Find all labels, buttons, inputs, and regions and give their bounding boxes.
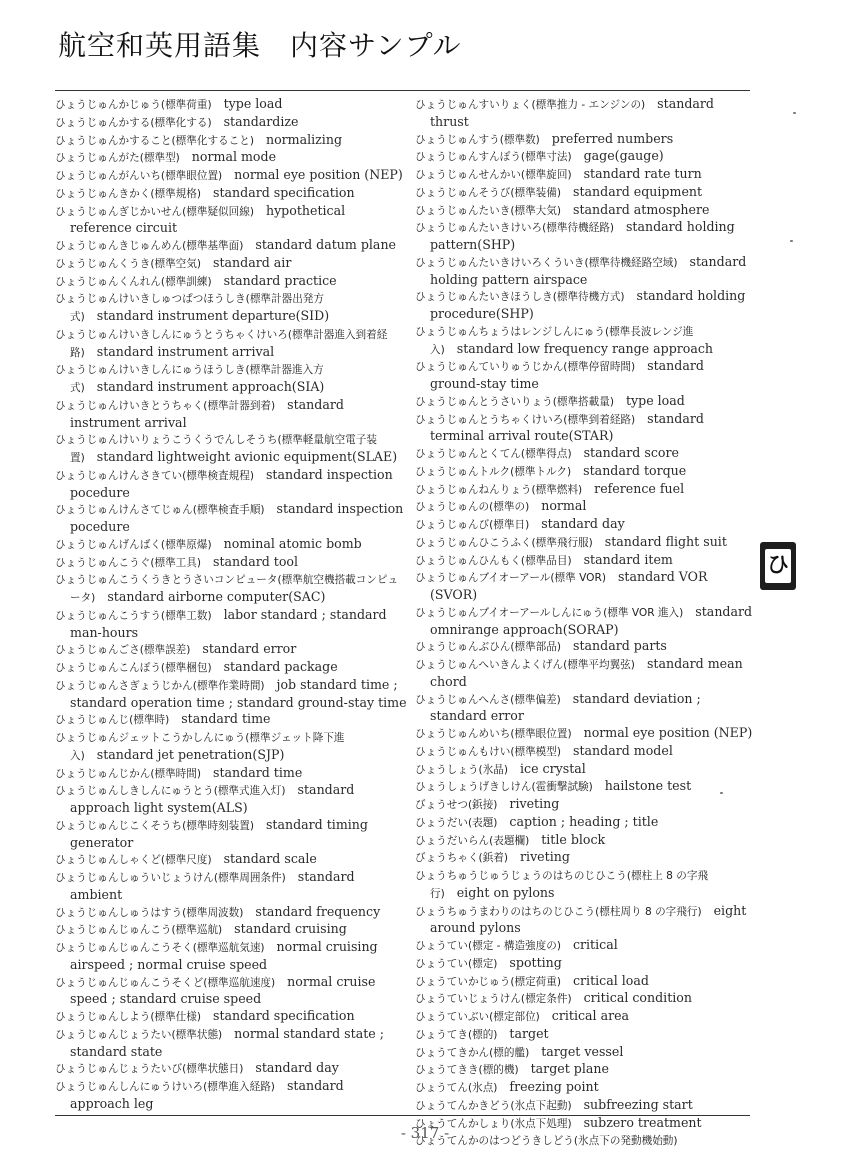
dictionary-entry — [415, 358, 755, 393]
dictionary-entry — [415, 131, 755, 149]
entry-english: job standard time ; standard operation time ; standard ground-stay time — [70, 676, 407, 710]
right-column — [415, 96, 755, 1150]
entry-english: target vessel — [541, 1043, 624, 1059]
entry-japanese: ひょうじゅんしきしんにゅうとう(標準式進入灯) — [55, 785, 286, 798]
entry-english: standard inspection pocedure — [70, 501, 404, 534]
entry-english: type load — [223, 96, 283, 111]
entry-japanese: ひょうじゅんけいきしゅつぱつほうしき(標準計器出発方式) — [55, 293, 324, 323]
entry-japanese: ひょうじゅんじゅんこうそくど(標準巡航速度) — [55, 976, 276, 989]
dictionary-entry — [415, 1008, 755, 1026]
entry-english: standard flight suit — [604, 533, 727, 549]
entry-english: labor standard ; standard man-hours — [70, 606, 387, 640]
entry-english: standard datum plane — [255, 237, 397, 252]
entry-japanese: ひょうじゅんすう(標準数) — [415, 133, 540, 146]
entry-english: eight around pylons — [430, 902, 747, 936]
entry-japanese: ひょうじゅんけいきしんにゅうほうしき(標準計器進入方式) — [55, 364, 324, 394]
dictionary-entry — [415, 778, 755, 796]
entry-english: standard terminal arrival route(STAR) — [430, 410, 704, 444]
entry-english: ice crystal — [520, 760, 586, 776]
dictionary-entry — [55, 711, 407, 729]
entry-english: standard airborne computer(SAC) — [107, 589, 326, 604]
entry-japanese: ひょうじゅんとくてん(標準得点) — [415, 448, 572, 460]
dictionary-entry — [415, 937, 755, 955]
entry-japanese: ひょうだい(表題) — [415, 816, 498, 829]
entry-japanese: ひょうじゅんしゃくど(標準尺度) — [55, 854, 212, 867]
entry-japanese: ひょうじゅんくんれん(標準訓練) — [55, 275, 212, 288]
entry-english: standard ambient — [70, 869, 355, 902]
entry-japanese: ひょうじゅんとうちゃくけいろ(標準到着経路) — [415, 413, 636, 426]
dictionary-entry — [55, 677, 407, 712]
entry-japanese: ひょうてい(標定 - 構造強度の) — [415, 940, 561, 952]
dictionary-entry — [415, 96, 755, 131]
dictionary-entry — [55, 974, 407, 1009]
dictionary-entry — [415, 691, 755, 726]
entry-english: target — [509, 1025, 549, 1041]
dictionary-entry — [55, 641, 407, 659]
entry-japanese: ひょうじゅんけいきとうちゃく(標準計器到着) — [55, 399, 276, 412]
dictionary-entry — [415, 481, 755, 499]
entry-english: eight on pylons — [456, 884, 555, 900]
dictionary-entry — [55, 851, 407, 869]
entry-english: standard package — [223, 659, 338, 674]
entry-english: standard torque — [583, 462, 687, 478]
entry-english: standard holding pattern(SHP) — [430, 219, 735, 252]
dictionary-entry — [415, 849, 755, 867]
entry-japanese: ひょうじゅんきかく(標準規格) — [55, 187, 201, 200]
entry-japanese: ひょうじゅんの(標準の) — [415, 501, 530, 514]
entry-english: standard instrument approach(SIA) — [96, 379, 325, 394]
entry-japanese: ひょうじゅんかする(標準化する) — [55, 116, 212, 129]
entry-japanese: ひょうじゅんとうさいりょう(標準搭載量) — [415, 395, 614, 408]
entry-japanese: ひょうじゅんたいきほうしき(標準待機方式) — [415, 291, 625, 304]
entry-japanese: ひょうてんかのはつどうきしどう(氷点下の発動機始動) — [415, 1135, 678, 1148]
dictionary-entry — [415, 604, 755, 639]
dictionary-entry — [415, 552, 755, 570]
dictionary-entry — [55, 536, 407, 554]
dictionary-entry — [415, 832, 755, 850]
entry-japanese: ひょうじゅんこうすう(標準工数) — [55, 609, 212, 622]
entry-japanese: ひょうじゅんたいきけいろ(標準待機経路) — [415, 222, 614, 235]
entry-japanese: ひょうじゅんたいきけいろくういき(標準待機経路空域) — [415, 256, 678, 269]
dictionary-entry — [415, 796, 755, 814]
entry-english: standard VOR (SVOR) — [430, 569, 708, 602]
dictionary-entry — [415, 516, 755, 534]
entry-japanese: ひょうじゅんすいりょく(標準推力 - エンジンの) — [415, 99, 646, 111]
entry-english: critical — [572, 937, 618, 952]
entry-japanese: ひょうじゅんげんばく(標準原爆) — [55, 538, 212, 551]
entry-english: nominal atomic bomb — [223, 535, 362, 551]
page-number: - 317 - — [400, 1124, 450, 1142]
entry-english: standard low frequency range approach — [456, 340, 714, 356]
entry-japanese: ひょうじゅんジェットこうかしんにゅう(標準ジェット降下進入) — [55, 732, 345, 762]
entry-english: hypothetical reference circuit — [70, 202, 346, 236]
entry-english: standard day — [255, 1060, 339, 1076]
entry-japanese: ひょうじゅんじゅんこう(標準巡航) — [55, 924, 223, 937]
entry-japanese: ひょうじゅんねんりょう(標準燃料) — [415, 483, 583, 496]
entry-japanese: ひょうじゅんトルク(標準トルク) — [415, 465, 572, 478]
entry-japanese: ひょうじゅんしゅうはすう(標準周波数) — [55, 906, 244, 919]
dictionary-entry — [415, 463, 755, 481]
dictionary-entry — [415, 166, 755, 184]
entry-english: standard holding pattern airspace — [430, 253, 747, 287]
dictionary-entry — [415, 1044, 755, 1062]
entry-japanese: ひょうじゅんひんもく(標準品目) — [415, 554, 572, 567]
entry-english: standard holding procedure(SHP) — [430, 288, 746, 321]
dictionary-entry — [55, 817, 407, 852]
dictionary-entry — [55, 501, 407, 536]
dictionary-entry — [415, 288, 755, 323]
entry-english: standard approach leg — [70, 1078, 344, 1111]
dictionary-entry — [415, 867, 755, 903]
entry-japanese: ひょうてん(氷点) — [415, 1082, 498, 1094]
entry-english: standard approach light system(ALS) — [70, 782, 355, 815]
entry-english: normalizing — [265, 131, 343, 147]
entry-japanese: ひょうじゅんすんぽう(標準寸法) — [415, 151, 572, 164]
dictionary-entry — [415, 534, 755, 552]
entry-english: target plane — [530, 1061, 609, 1077]
entry-english: standard rate turn — [583, 166, 702, 181]
entry-japanese: ひょうじゅんしんにゅうけいろ(標準進入経路) — [55, 1081, 275, 1093]
bottom-rule — [55, 1115, 750, 1116]
dictionary-entry — [55, 1008, 407, 1026]
entry-japanese: ひょうじゅんじゅんこうそく(標準巡航気速) — [55, 942, 265, 954]
entry-japanese: ひょうじゅんたいき(標準大気) — [415, 204, 561, 217]
entry-japanese: ひょうじゅんちょうはレンジしんにゅう(標準長波レンジ進入) — [415, 325, 694, 356]
entry-japanese: ひょうじゅんじ(標準時) — [55, 714, 170, 727]
entry-japanese: ひょうじゅんけんさきてい(標準検査規程) — [55, 469, 254, 482]
entry-japanese: ひょうてんかしょり(氷点下処理) — [415, 1117, 572, 1130]
thumb-index-tab — [760, 542, 796, 590]
entry-japanese: ひょうじゅんくうき(標準空気) — [55, 257, 201, 270]
dictionary-entry — [55, 765, 407, 783]
dictionary-entry — [415, 1026, 755, 1044]
page-title: 航空和英用語集 内容サンプル — [58, 29, 462, 62]
entry-english: spotting — [509, 954, 562, 970]
entry-japanese: ひょうじゅんしゅういじょうけん(標準周囲条件) — [55, 872, 286, 884]
entry-english: standard instrument arrival — [96, 343, 275, 359]
dictionary-entry — [55, 290, 407, 326]
entry-japanese: びょうせつ(鋲接) — [415, 799, 498, 811]
entry-japanese: ひょうじゅんへんさ(標準偏差) — [415, 693, 561, 706]
entry-english: standard item — [583, 551, 673, 567]
entry-japanese: ひょうだいらん(表題欄) — [415, 834, 530, 847]
entry-english: standard cruising — [234, 921, 347, 937]
entry-japanese: ひょうじゅんていりゅうじかん(標準停留時間) — [415, 361, 636, 374]
dictionary-entry — [415, 445, 755, 463]
entry-english: standard omnirange approach(SORAP) — [430, 603, 753, 637]
left-column — [55, 96, 407, 1113]
dictionary-entry — [415, 656, 755, 691]
entry-japanese: ひょうじゅんがた(標準型) — [55, 152, 180, 165]
scan-speck — [720, 792, 723, 794]
entry-english: riveting — [520, 849, 570, 865]
dictionary-entry — [55, 869, 407, 904]
dictionary-entry — [415, 990, 755, 1008]
dictionary-entry — [55, 1026, 407, 1061]
entry-japanese: ひょうじゅんじこくそうち(標準時刻装置) — [55, 819, 254, 832]
dictionary-entry — [415, 1097, 755, 1115]
dictionary-entry — [55, 921, 407, 939]
entry-english: normal eye position (NEP) — [583, 725, 753, 740]
entry-english: normal standard state ; standard state — [70, 1025, 384, 1059]
entry-english: standard tool — [212, 553, 299, 569]
entry-japanese: ひょうてき(標的) — [415, 1028, 498, 1041]
entry-english: type load — [625, 392, 685, 408]
entry-english: standard scale — [223, 851, 317, 867]
dictionary-entry — [55, 431, 407, 467]
dictionary-entry — [55, 326, 407, 362]
dictionary-entry — [55, 1078, 407, 1113]
dictionary-entry — [415, 254, 755, 289]
entry-japanese: ひょうじゅんかじゅう(標準荷重) — [55, 99, 212, 111]
entry-japanese: ひょうちゅうじゅうじょうのはちのじひこう(標柱上 8 の字飛行) — [415, 870, 709, 900]
entry-japanese: びょうちゃく(鋲着) — [415, 852, 509, 865]
dictionary-entry — [415, 323, 755, 359]
entry-english: standard day — [541, 516, 625, 531]
entry-japanese: ひょうじゅんひこうふく(標準飛行服) — [415, 536, 593, 549]
dictionary-entry — [415, 1079, 755, 1097]
entry-english: standard model — [572, 742, 673, 758]
entry-japanese: ひょうじゅんぶひん(標準部品) — [415, 641, 561, 654]
entry-japanese: ひょうていぶい(標定部位) — [415, 1011, 540, 1023]
entry-japanese: ひょうてんかきどう(氷点下起動) — [415, 1099, 572, 1112]
entry-english: standard score — [583, 445, 679, 460]
dictionary-entry — [55, 167, 407, 185]
dictionary-entry — [415, 148, 755, 166]
scan-speck — [790, 240, 793, 242]
entry-japanese: ひょうじゅんこうぐ(標準工具) — [55, 556, 201, 569]
entry-english: critical load — [572, 972, 649, 988]
entry-english: riveting — [509, 796, 560, 811]
entry-english: critical area — [551, 1008, 630, 1023]
dictionary-entry — [55, 571, 407, 607]
dictionary-entry — [415, 569, 755, 604]
entry-english: standard parts — [572, 638, 667, 654]
entry-japanese: ひょうていかじゅう(標定荷重) — [415, 975, 561, 988]
dictionary-entry — [415, 202, 755, 220]
entry-japanese: ひょうじゅんけいきしんにゅうとうちゃくけいろ(標準計器進入到着経路) — [55, 328, 388, 359]
entry-english: reference fuel — [594, 480, 685, 496]
entry-japanese: ひょうじゅんけいりょうこうくうでんしそうち(標準軽量航空電子装置) — [55, 434, 377, 464]
entry-japanese: ひょうじゅんきじゅんめん(標準基準面) — [55, 240, 244, 252]
dictionary-entry — [55, 203, 407, 238]
entry-japanese: ひょうじゅんせんかい(標準旋回) — [415, 169, 572, 181]
thumb-index-label: ひ — [765, 549, 791, 583]
entry-japanese: ひょうじゅんブイオーアール(標準 VOR) — [415, 572, 606, 585]
dictionary-entry — [55, 782, 407, 817]
entry-english: standard equipment — [572, 183, 703, 199]
dictionary-entry — [55, 467, 407, 502]
entry-japanese: ひょうてい(標定) — [415, 957, 498, 970]
entry-english: standard time — [181, 711, 271, 727]
dictionary-entry — [415, 638, 755, 656]
entry-english: normal cruise speed ; standard cruise speed — [70, 973, 376, 1007]
entry-english: standard frequency — [255, 903, 381, 919]
dictionary-entry — [415, 393, 755, 411]
entry-english: title block — [541, 831, 606, 847]
entry-english: standard lightweight avionic equipment(SLAE) — [96, 449, 398, 464]
dictionary-entry — [55, 554, 407, 572]
dictionary-entry — [415, 725, 755, 743]
entry-english: standard specification — [212, 184, 355, 200]
entry-japanese: ひょうていじょうけん(標定条件) — [415, 993, 572, 1006]
entry-english: hailstone test — [604, 778, 692, 794]
dictionary-entry — [415, 1061, 755, 1079]
dictionary-entry — [55, 149, 407, 167]
dictionary-entry — [55, 607, 407, 642]
entry-english: normal eye position (NEP) — [234, 167, 403, 182]
entry-english: critical condition — [583, 990, 692, 1006]
dictionary-entry — [55, 114, 407, 132]
entry-english: standard instrument arrival — [70, 396, 344, 430]
entry-english: standard specification — [212, 1008, 355, 1023]
entry-english: standard practice — [223, 272, 337, 288]
entry-english: preferred numbers — [551, 130, 674, 146]
scan-speck — [793, 112, 796, 114]
entry-japanese: ひょうしょうげきしけん(雹衝撃試験) — [415, 781, 593, 794]
dictionary-entry — [415, 955, 755, 973]
entry-english: normal — [541, 498, 587, 514]
dictionary-entry — [415, 184, 755, 202]
dictionary-entry — [55, 96, 407, 114]
dictionary-entry — [415, 498, 755, 516]
entry-japanese: ひょうじゅんこうくうきとうさいコンピュータ(標準航空機搭載コンピュータ) — [55, 574, 399, 604]
entry-japanese: ひょうじゅんび(標準日) — [415, 519, 530, 531]
entry-japanese: ひょうてきき(標的機) — [415, 1064, 519, 1077]
dictionary-entry — [55, 185, 407, 203]
dictionary-entry — [55, 397, 407, 432]
entry-english: subfreezing start — [583, 1096, 693, 1112]
entry-english: gage(gauge) — [583, 148, 664, 164]
entry-english: normal mode — [191, 149, 277, 165]
dictionary-entry — [55, 1060, 407, 1078]
dictionary-entry — [55, 904, 407, 922]
entry-english: standardize — [223, 113, 299, 129]
entry-japanese: ひょうしょう(氷晶) — [415, 763, 509, 776]
entry-english: freezing point — [509, 1079, 599, 1094]
entry-english: standard ground-stay time — [430, 358, 704, 391]
entry-japanese: ひょうじゅんブイオーアールしんにゅう(標準 VOR 進入) — [415, 606, 684, 619]
entry-english: standard inspection pocedure — [70, 466, 393, 500]
entry-japanese: ひょうじゅんごさ(標準誤差) — [55, 644, 191, 657]
entry-english: standard timing generator — [70, 816, 368, 850]
entry-japanese: ひょうじゅんかすること(標準化すること) — [55, 134, 254, 147]
entry-japanese: ひょうじゅんもけい(標準模型) — [415, 745, 561, 758]
entry-japanese: ひょうじゅんぎじかいせん(標準疑似回線) — [55, 205, 254, 218]
dictionary-entry — [55, 659, 407, 677]
entry-english: standard instrument departure(SID) — [96, 308, 330, 323]
entry-english: standard thrust — [430, 96, 714, 129]
entry-english: standard mean chord — [430, 656, 743, 689]
dictionary-entry — [415, 411, 755, 446]
entry-english: standard deviation ; standard error — [430, 690, 701, 724]
dictionary-entry — [55, 361, 407, 397]
entry-japanese: ひょうちゅうまわりのはちのじひこう(標柱周り 8 の字飛行) — [415, 905, 702, 918]
entry-english: standard jet penetration(SJP) — [96, 746, 285, 762]
dictionary-entry — [415, 761, 755, 779]
dictionary-entry — [415, 814, 755, 832]
entry-english: standard error — [202, 641, 297, 657]
dictionary-entry — [55, 729, 407, 765]
dictionary-entry — [55, 255, 407, 273]
top-rule — [55, 90, 750, 91]
dictionary-entry — [55, 237, 407, 255]
entry-japanese: ひょうじゅんしよう(標準仕様) — [55, 1011, 201, 1023]
dictionary-entry — [415, 903, 755, 938]
entry-japanese: ひょうじゅんがんいち(標準眼位置) — [55, 170, 223, 182]
entry-english: standard time — [212, 764, 303, 780]
entry-japanese: ひょうじゅんこんぽう(標準梱包) — [55, 662, 212, 674]
entry-english: normal cruising airspeed ; normal cruise speed — [70, 939, 378, 972]
entry-japanese: ひょうじゅんじかん(標準時間) — [55, 767, 201, 780]
entry-japanese: ひょうじゅんじょうたいび(標準状態日) — [55, 1063, 244, 1076]
dictionary-entry — [55, 132, 407, 150]
entry-japanese: ひょうじゅんさぎょうじかん(標準作業時間) — [55, 679, 265, 692]
entry-english: caption ; heading ; title — [509, 813, 659, 829]
entry-japanese: ひょうじゅんけんさてじゅん(標準検査手順) — [55, 504, 265, 517]
entry-english: standard air — [212, 254, 292, 270]
entry-japanese: ひょうじゅんじょうたい(標準状態) — [55, 1028, 223, 1041]
entry-japanese: ひょうてきかん(標的艦) — [415, 1046, 530, 1059]
dictionary-entry — [415, 219, 755, 254]
dictionary-entry — [415, 743, 755, 761]
dictionary-entry — [415, 973, 755, 991]
entry-english: subzero treatment — [583, 1114, 702, 1130]
entry-japanese: ひょうじゅんへいきんよくげん(標準平均翼弦) — [415, 659, 635, 671]
entry-english: standard atmosphere — [572, 201, 710, 217]
dictionary-entry — [55, 939, 407, 974]
entry-japanese: ひょうじゅんそうび(標準装備) — [415, 186, 561, 199]
entry-japanese: ひょうじゅんめいち(標準眼位置) — [415, 728, 572, 740]
dictionary-entry — [55, 273, 407, 291]
